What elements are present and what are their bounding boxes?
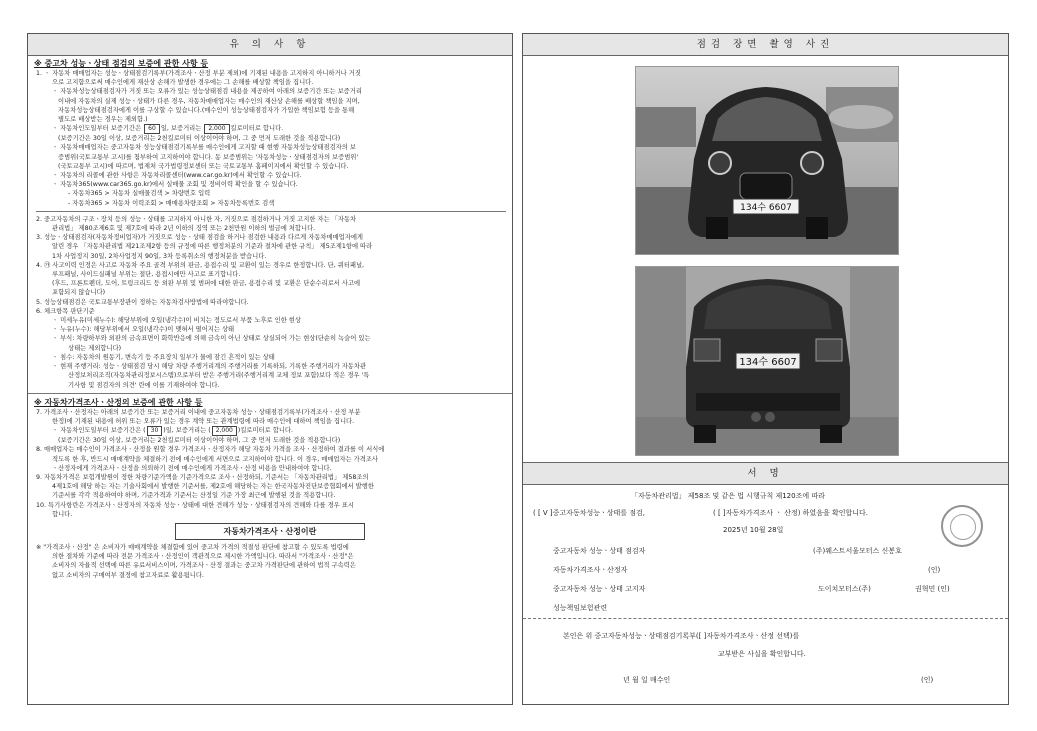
note-line: 루프패널, 사이드실패널 부위는 절단, 용접시에만 사고로 표기합니다. [52, 271, 241, 279]
note-line: 상태는 제외합니다) [68, 344, 122, 352]
warranty-days-value-2: 30 [147, 426, 163, 436]
warranty-km-value-2: 2,000 [212, 426, 237, 436]
inspector-name: (주)웨스트서울모터스 신봉호 [813, 547, 902, 555]
notes-header: 유 의 사 항 [28, 34, 512, 56]
note-line: 합니다. [52, 510, 73, 518]
note-line: (후드, 프론트펜더, 도어, 트렁크리드 등 외판 부위 및 범퍼에 대한 판금, 용접수리 및 교환은 단순수리로서 사고에 [52, 280, 361, 288]
note-line: 이내에 자동차의 실제 성능ㆍ상태가 다른 경우, 자동차매매업자는 매수인의 재산상 손해를 배상할 책임을 지며, [58, 97, 360, 105]
insurance-label: 성능책임보험관련 [553, 604, 608, 612]
note-line: (보증기간은 30일 이상, 보증거리는 2천킬로미터 이상이어야 하며, 그 중 먼저 도래한 것을 적용합니다) [58, 437, 341, 445]
buyer-confirm-line: 본인은 위 중고자동차성능ㆍ상태점검기록부([ ]자동차가격조사ㆍ산정 선택)를 [563, 632, 800, 640]
note-line: 4. ㉮ 사고이력 인정은 사고로 자동차 주요 골격 부위의 판금, 용접수리 및 교환이 있는 경우로 한정합니다. 단, 쿼터패널, [36, 261, 365, 269]
front-car-photo [635, 66, 899, 255]
note-line: 8. 매매업자는 매수인이 가격조사ㆍ산정을 원할 경우 가격조사ㆍ산정자가 해당 자동차 가격을 조사ㆍ산정하여 결과를 이 서식에 [36, 446, 385, 454]
signature-header: 서 명 [523, 463, 1008, 485]
photo-signature-panel [522, 33, 1009, 705]
note-line: (보증기간은 30일 이상, 보증거리는 2천킬로미터 이상이어야 하며, 그 중 먼저 도래한 것을 적용합니다) [58, 135, 341, 143]
price-definition-box-title: 자동차가격조사ㆍ산정이란 [175, 523, 365, 540]
note-line: 3. 성능ㆍ상태점검자(자동차정비업자)가 거짓으로 성능ㆍ상태 점검을 하거나 점검한 내용과 다르게 자동차매매업자에게 [36, 234, 363, 242]
note-line: 기사항 및 점검자의 의견' 란에 이를 기재하여야 합니다. [68, 381, 220, 389]
notifier-name: 권혁민 (인) [915, 585, 950, 593]
warranty-km-value: 2,000 [204, 124, 229, 134]
note-line: 알린 경우 「자동차관리법 제21조제2항 등의 규정에 따른 행정처분의 기준과 절차에 관한 규칙」 제5조제1항에 따라 [52, 243, 373, 251]
note-line: ㆍ 침수: 자동차의 원동기, 변속기 등 주요장치 일부가 물에 잠긴 흔적이 있는 상태 [52, 353, 275, 361]
note-line: (국토교통부 고시)에 따르며, 법제처 국가법령정보센터 또는 국토교통부 홈페이지에서 확인할 수 있습니다. [58, 162, 349, 170]
note-line: ㆍ 자동차의 리콜에 관한 사항은 자동차리콜센터(www.car.go.kr)에서 확인할 수 있습니다. [52, 172, 302, 180]
note-line: ㆍ 누유(누수): 해당부위에서 오일(냉각수)이 맺혀서 떨어지는 상태 [52, 326, 235, 334]
front-plate-text: 134수 6607 [740, 203, 792, 213]
rear-car-photo [635, 266, 899, 456]
rear-plate-text: 134수 6607 [739, 357, 797, 368]
note-line: 기준서를 각각 적용하여야 하며, 기준가격과 기준서는 산정일 기준 가장 최근에 발행된 것을 적용합니다. [52, 492, 336, 500]
note-line: ㆍ 부식: 차량하부와 외판의 금속표면이 화학반응에 의해 금속이 아닌 상태로 상실되어 가는 현상(단순히 녹슬어 있는 [52, 335, 371, 343]
note-line: 9. 자동차가격은 보험개발원이 정한 차량기준가액을 기준가격으로 조사ㆍ산정하되, 기준서는 「자동차관리법」 제58조의 [36, 473, 369, 481]
note-line: ㆍ 자동차365(www.car365.go.kr)에서 실매물 조회 및 정비이력 확인을 할 수 있습니다. [52, 181, 298, 189]
note-line: 2. 중고자동차의 구조ㆍ장치 등의 성능ㆍ상태를 고지하지 아니한 자, 거짓으로 점검하거나 거짓 고지한 자는 「자동차 [36, 215, 357, 223]
signature-section [523, 462, 1008, 612]
warranty-line-2: ㆍ 자동차인도일부터 보증기간은 ( 30 )일, 보증거리는 ( 2,000 )킬로미터로 합니다. [52, 427, 293, 435]
note-line: - 자동차365 > 자동차 이력조회 > 매매용차량조회 > 자동차등록번호 검색 [68, 199, 275, 207]
note-line: 관리법」 제80조제6호 및 제7호에 따라 2년 이하의 징역 또는 2천만원 이하의 벌금에 처합니다. [52, 225, 316, 233]
note-line: ㆍ 미세누유(미세누수): 해당부위에 오일(냉각수)이 비치는 정도로서 부품 노후로 인한 현상 [52, 317, 301, 325]
note-line: 별도로 배상받는 경우는 제외함.) [58, 116, 148, 124]
note-line: 6. 체크항목 판단기준 [36, 307, 95, 315]
note-line: ㆍ 자동차매매업자는 중고자동차 성능상태점검기록부를 매수인에게 고지할 때 현행 자동차성능상태점검자의 보 [52, 144, 356, 152]
note-line: - 자동차365 > 자동차 실매물검색 > 차량번호 입력 [68, 190, 211, 198]
section-price-warranty-title: ※ 자동차가격조사ㆍ산정의 보증에 관한 사항 등 [34, 397, 203, 407]
front-car-image [636, 67, 899, 255]
note-line: 적도록 한 후, 반드시 매매계약을 체결하기 전에 매수인에게 서면으로 고지하여야 합니다. 이 경우, 매매업자는 가격조사 [52, 455, 379, 463]
inspector-label: 중고자동차 성능ㆍ상태 점검자 [553, 547, 646, 555]
section-inspection-body [28, 69, 512, 390]
buyer-confirm-line-2: 교부받은 사실을 확인합니다. [718, 650, 806, 658]
note-line: 10. 특기사항란은 가격조사ㆍ산정자의 자동차 성능ㆍ상태에 대한 견해가 성능ㆍ상태점검자의 견해와 다를 경우 표시 [36, 501, 354, 509]
note-line: 없고 소비자의 구매여부 결정에 참고자료로 활용됩니다. [52, 571, 204, 579]
note-line: 자동차성능상태점검자에게 이를 구상할 수 있습니다.(매수인이 성능상태점검자가 가입한 책임보험 등을 통해 [58, 106, 355, 114]
rear-car-image [636, 267, 899, 456]
section-inspection-warranty-title: ※ 중고차 성능ㆍ상태 점검의 보증에 관한 사항 등 [34, 59, 209, 68]
buyer-seal: (인) [921, 676, 934, 684]
signature-date: 2025년 10월 28일 [723, 526, 784, 534]
warranty-line: ㆍ 자동차인도일부터 보증기간은 60 일, 보증거리는 2,000 킬로미터로 합니다. [52, 125, 284, 133]
note-line: 포함되지 않습니다) [52, 289, 106, 297]
note-line: 산정보처리조직(자동차관리정보시스템)으로부터 받은 주행거리(주행거리계 교체 정보 포함)보다 적은 경우 '특 [68, 372, 370, 380]
note-line: 7. 가격조사ㆍ산정자는 아래의 보증기간 또는 보증거리 이내에 중고자동차 성능ㆍ상태점검기록부(가격조사ㆍ산정 부분 [36, 408, 361, 416]
photo-header: 점검 장면 촬영 사진 [523, 34, 1008, 56]
signature-check-inspection: ( [ V ]중고자동차성능ㆍ상태를 점검, [533, 509, 646, 517]
buyer-date-line: 년 월 일 매수인 [623, 676, 671, 684]
notifier-label: 중고자동차 성능ㆍ상태 고지자 [553, 585, 646, 593]
note-line: 1. ㆍ 자동차 매매업자는 성능ㆍ상태점검기록부(가격조사ㆍ산정 부분 제외)에 기재된 내용을 고지하지 아니하거나 거짓 [36, 70, 361, 77]
note-line: 증범위(국토교통부 고시)를 첨부하여 고지하여야 합니다. 동 보증범위는 '자동차성능ㆍ상태점검자의 보증범위' [58, 153, 359, 161]
section-price-body [28, 408, 512, 519]
note-line: ㆍ 현재 주행거리: 성능ㆍ상태점검 당시 해당 차량 주행거리계의 주행거리를 기록하되, 기록한 주행거리가 자동차관 [52, 363, 367, 371]
note-line: 4제1호에 해당 하는 자는 기술사회에서 발행한 기준서를, 제2호에 해당하는 자는 한국자동차진단보증협회에서 발행한 [52, 483, 374, 491]
note-line: 5. 성능상태점검은 국토교통부장관이 정하는 자동차검사방법에 따라야합니다. [36, 298, 249, 306]
note-line: 소비자의 자율적 선택에 따른 유료서비스이며, 가격조사ㆍ산정 결과는 중고차 가격판단에 관하여 법적 구속력은 [52, 562, 356, 570]
buyer-confirmation-section [523, 618, 1008, 684]
note-line: 1차 사업정지 30일, 2차사업정지 90일, 3차 등록취소의 행정처분을 받습니다. [52, 252, 267, 260]
signature-law-line: 「자동차관리법」 제58조 및 같은 법 시행규칙 제120조에 따라 [631, 492, 825, 500]
note-line: ※ "가격조사ㆍ산정" 은 소비자가 매매계약을 체결함에 있어 중고차 가격의 적절성 판단에 참고할 수 있도록 법령에 [36, 543, 349, 551]
price-definition-body [28, 543, 512, 580]
warranty-days-value: 60 [144, 124, 160, 134]
note-line: 의한 절차와 기준에 따라 전문 가격조사ㆍ산정인이 객관적으로 제시한 가액입니다. 따라서 "가격조사ㆍ산정"은 [52, 553, 354, 561]
notifier-company: 도이치모터스(주) [818, 585, 871, 593]
company-seal-stamp [941, 505, 983, 547]
signature-check-price: ( [ ]자동차가격조사 ㆍ 산정) 하였음을 확인합니다. [713, 509, 868, 517]
note-line: 으로 고지함으로써 매수인에게 재산상 손해가 발생한 경우에는 그 손해를 배상할 책임을 집니다. [52, 79, 314, 87]
note-line: 한정)에 기재된 내용에 허위 또는 오류가 있는 경우 계약 또는 관계법령에 따라 매수인에 대하여 책임을 집니다. [52, 417, 355, 425]
notes-panel [27, 33, 513, 705]
note-line: ㆍ 자동차성능상태점검자가 거짓 또는 오류가 있는 성능상태점검 내용을 제공하여 아래의 보증기간 또는 보증거리 [52, 88, 362, 96]
note-line: ㆍ산정자에게 가격조사ㆍ산정을 의뢰하기 전에 매수인에게 가격조사ㆍ산정 비용을 안내하여야 합니다. [52, 464, 332, 472]
price-assessor-seal: (인) [928, 566, 941, 574]
price-assessor-label: 자동차가격조사ㆍ산정자 [553, 566, 628, 574]
